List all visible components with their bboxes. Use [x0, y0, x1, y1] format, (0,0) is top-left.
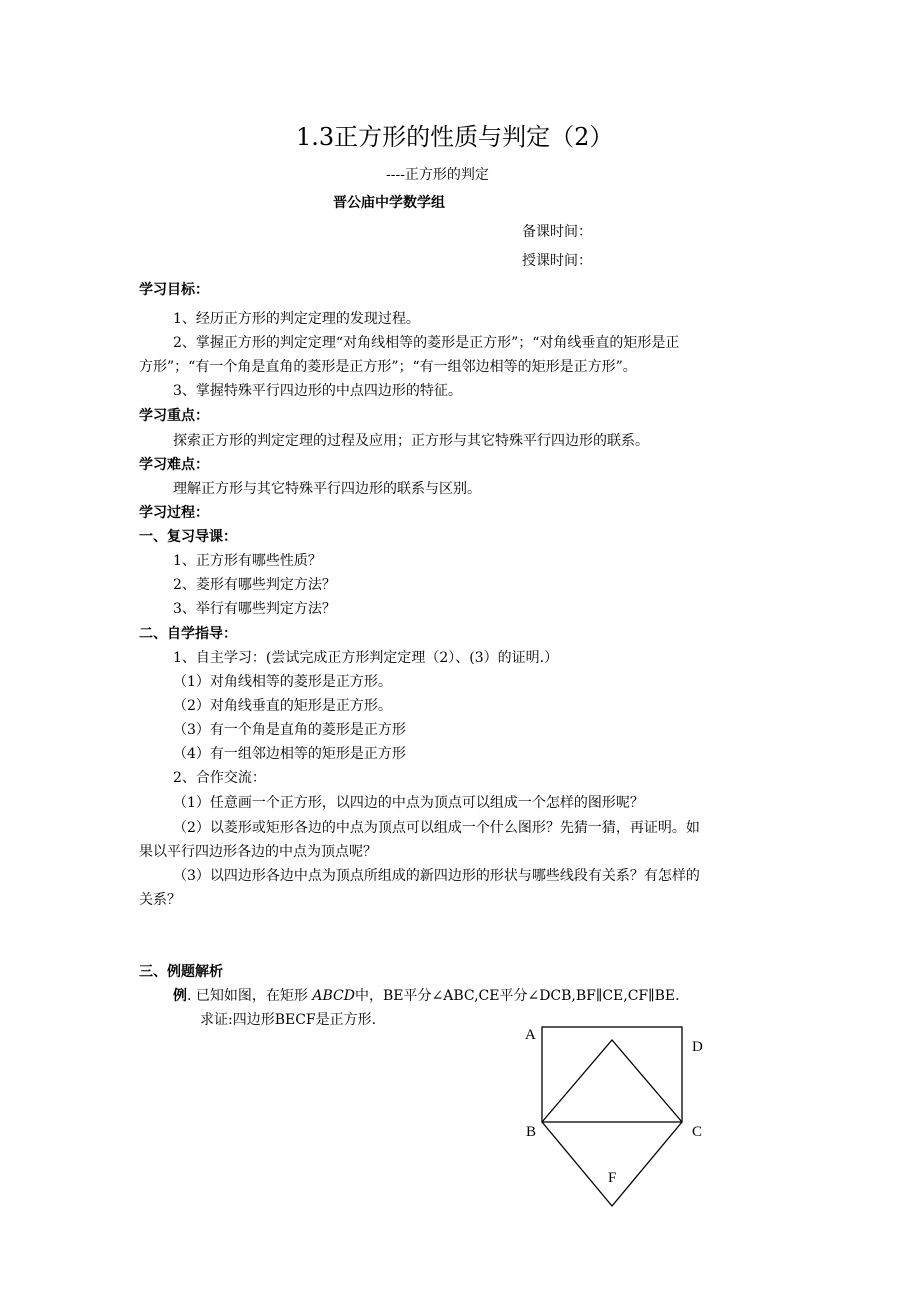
objective-item: 1、经历正方形的判定定理的发现过程。 — [173, 311, 420, 327]
example-text-part2: 中，BE平分∠ABC,CE平分∠DCB,BF∥CE,CF∥BE. — [354, 988, 680, 1004]
vertex-label-f: F — [608, 1170, 617, 1186]
key-points-text: 探索正方形的判定定理的过程及应用；正方形与其它特殊平行四边形的联系。 — [173, 433, 649, 449]
example-heading: 三、例题解析 — [139, 964, 223, 980]
process-heading: 学习过程： — [139, 505, 209, 521]
review-question: 2、菱形有哪些判定方法？ — [173, 577, 336, 593]
objective-item-continuation: 方形”；“有一个角是直角的菱形是正方形”；“有一组邻边相等的矩形是正方形”。 — [139, 359, 637, 375]
review-question: 1、正方形有哪些性质？ — [173, 553, 322, 569]
prep-time-label: 备课时间： — [522, 224, 592, 240]
teach-time-label: 授课时间： — [522, 253, 592, 269]
page-title: 1.3正方形的性质与判定（2） — [296, 123, 614, 151]
cooperation-question: （3）以四边形各边中点为顶点所组成的新四边形的形状与哪些线段有关系？有怎样的 — [173, 868, 700, 884]
cooperation-question: （1）任意画一个正方形，以四边的中点为顶点可以组成一个怎样的图形呢？ — [173, 795, 644, 811]
rectangle-abcd — [542, 1027, 682, 1122]
author-group: 晋公庙中学数学组 — [333, 195, 445, 211]
difficulties-heading: 学习难点： — [139, 457, 209, 473]
vertex-label-d: D — [692, 1039, 703, 1055]
self-study-heading: 二、自学指导： — [139, 626, 237, 642]
example-prove: 求证:四边形BECF是正方形. — [200, 1012, 377, 1028]
triangle-bfc — [542, 1122, 682, 1206]
vertex-label-b: B — [526, 1124, 537, 1140]
triangle-bec — [542, 1040, 682, 1122]
self-study-intro: 1、自主学习：(尝试完成正方形判定定理（2）、(3）的证明.） — [173, 650, 559, 666]
page-subtitle: ----正方形的判定 — [386, 167, 489, 183]
cooperation-question: （2）以菱形或矩形各边的中点为顶点可以组成一个什么图形？先猜一猜，再证明。如 — [173, 820, 700, 836]
objective-item: 2、掌握正方形的判定定理“对角线相等的菱形是正方形”；“对角线垂直的矩形是正 — [173, 335, 680, 351]
cooperation-question-continuation: 果以平行四边形各边的中点为顶点呢？ — [139, 844, 377, 860]
key-points-heading: 学习重点： — [139, 408, 209, 424]
theorem-item: （1）对角线相等的菱形是正方形。 — [173, 674, 392, 690]
vertex-label-a: A — [525, 1027, 536, 1043]
theorem-item: （3）有一个角是直角的菱形是正方形 — [173, 722, 406, 738]
review-heading: 一、复习导课： — [139, 529, 237, 545]
example-text-part1: . 已知如图，在矩形 — [187, 988, 308, 1004]
objective-item: 3、掌握特殊平行四边形的中点四边形的特征。 — [173, 383, 462, 399]
example-label: 例 — [173, 988, 187, 1004]
review-question: 3、举行有哪些判定方法？ — [173, 601, 336, 617]
theorem-item: （2）对角线垂直的矩形是正方形。 — [173, 698, 392, 714]
example-rect-name: ABCD — [312, 988, 355, 1004]
theorem-item: （4）有一组邻边相等的矩形是正方形 — [173, 746, 406, 762]
difficulties-text: 理解正方形与其它特殊平行四边形的联系与区别。 — [173, 481, 481, 497]
cooperation-heading: 2、合作交流： — [173, 770, 266, 786]
objectives-heading: 学习目标： — [139, 282, 209, 298]
cooperation-question-continuation: 关系？ — [139, 892, 181, 908]
vertex-label-c: C — [692, 1124, 703, 1140]
